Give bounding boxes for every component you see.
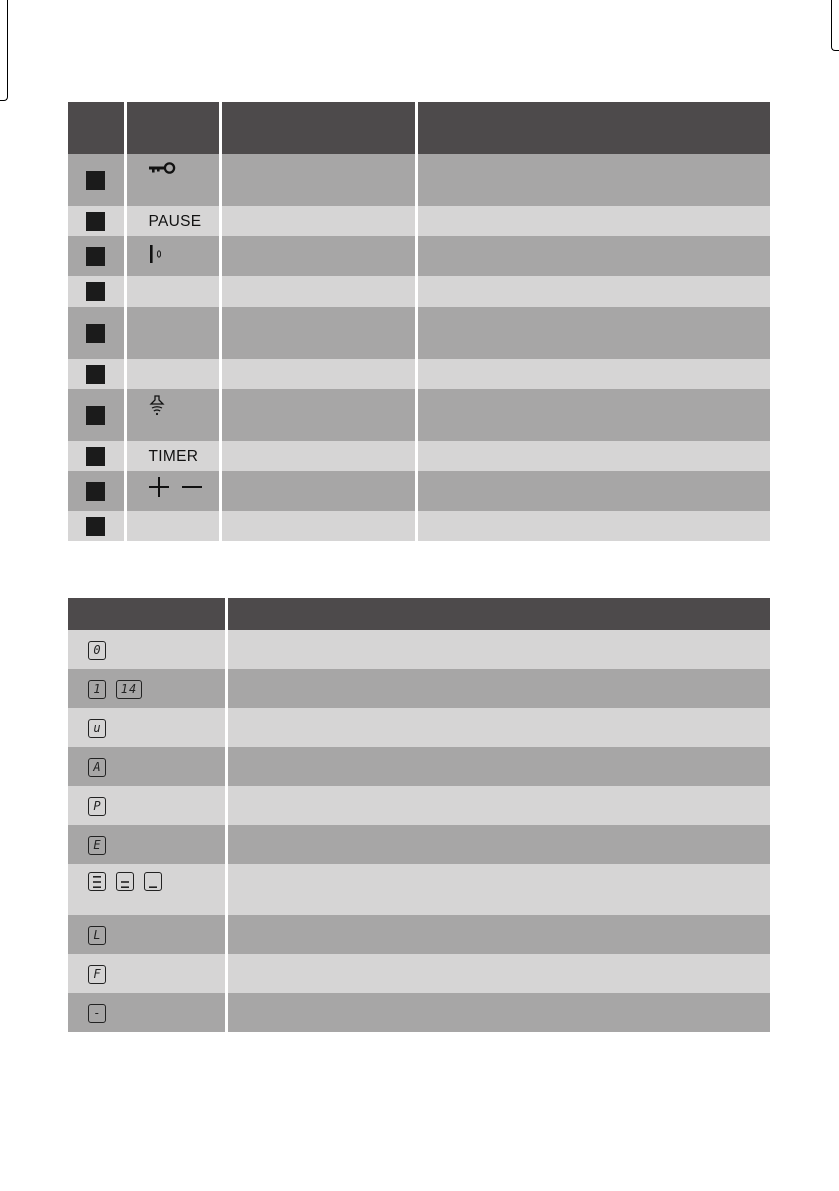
table-row [68,669,770,708]
table-row [68,993,770,1032]
table-row [68,441,770,471]
table-header [68,598,770,630]
timer-symbol: TIMER [148,448,199,465]
display-fourteen: 14 [116,680,142,699]
table-row [68,786,770,825]
crop-mark-left [0,0,8,101]
lock-key-icon [149,160,177,179]
table-row [68,864,770,915]
sensor-number-marker [86,482,105,501]
display-p: P [88,797,106,816]
display-u: u [88,719,106,738]
heat-up-level-2-icon [116,872,134,891]
on-off-icon [149,249,165,268]
display-l: L [88,926,106,945]
display-e: E [88,836,106,855]
table-row [68,154,770,206]
table-row [68,630,770,669]
table-row [68,236,770,276]
display-f: F [88,965,106,984]
table-row [68,747,770,786]
heat-up-level-1-icon [144,872,162,891]
table-row [68,206,770,236]
table-row [68,915,770,954]
display-dash: - [88,1004,106,1023]
crop-mark-right [831,0,839,51]
table-row [68,954,770,993]
table-row [68,389,770,441]
display-zero: 0 [88,641,106,660]
table-row [68,825,770,864]
hob-hood-icon [149,402,165,421]
table-header [68,102,770,154]
display-one: 1 [88,680,106,699]
sensor-fields-table [68,102,770,541]
sensor-number-marker [86,517,105,536]
table-row [68,359,770,389]
sensor-number-marker [86,171,105,190]
sensor-number-marker [86,324,105,343]
table-row [68,307,770,359]
sensor-number-marker [86,447,105,466]
sensor-number-marker [86,365,105,384]
table-row [68,708,770,747]
table-row [68,471,770,511]
table-row [68,511,770,541]
plus-minus-icon [149,482,203,501]
sensor-number-marker [86,247,105,266]
sensor-number-marker [86,212,105,231]
sensor-number-marker [86,282,105,301]
table-row [68,276,770,307]
display-a: A [88,758,106,777]
pause-symbol: PAUSE [148,213,202,230]
heat-setting-displays-table [68,598,770,1032]
sensor-number-marker [86,406,105,425]
heat-up-level-3-icon [88,872,106,891]
